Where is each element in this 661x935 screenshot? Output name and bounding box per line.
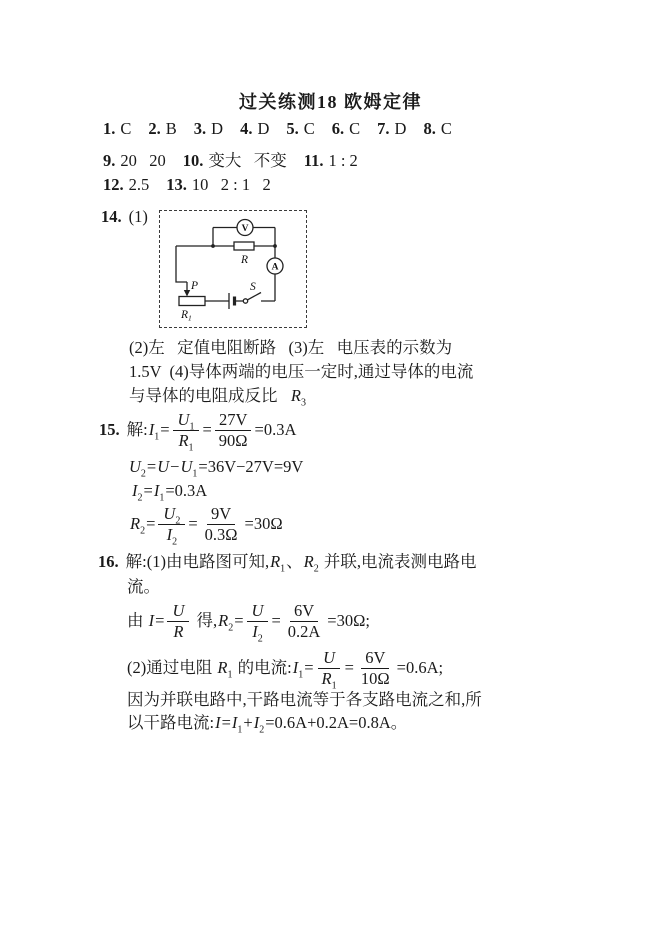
slider-arrowhead [184, 290, 190, 297]
text-run: = [188, 514, 198, 533]
text-run: = [143, 481, 153, 500]
text-run: 解:(1)由电路图可知, [125, 552, 270, 571]
answer-number: 1. [103, 119, 116, 138]
math-variable: $R_1$ [321, 668, 337, 691]
math-variable: I [148, 611, 155, 630]
text-run: 由 [127, 611, 148, 630]
answer-number: 8. [423, 119, 436, 138]
fraction [247, 601, 269, 642]
math-variable: U [251, 600, 264, 620]
text-run: =30Ω [244, 514, 283, 533]
fraction [215, 410, 252, 451]
text-run: 解: [126, 420, 148, 439]
question-14-part1-label: (1) [128, 207, 148, 226]
math-variable: $R_2$ [130, 514, 146, 537]
math-variable: R [173, 621, 184, 641]
math-variable: $I_2$ [132, 481, 143, 504]
answer-number: 13. [166, 175, 187, 194]
junction-dot-right [273, 244, 277, 248]
fraction [158, 504, 185, 545]
q14-answer-line-3 [129, 385, 307, 407]
text-run: = [234, 611, 244, 630]
circuit-diagram [160, 211, 305, 326]
math-variable: $R_1$ [178, 430, 194, 453]
text-run: 、 [286, 552, 303, 571]
text-run: 因为并联电路中,干路电流等于各支路电流之和,所 [127, 690, 482, 709]
answer-item [423, 119, 451, 139]
text-run: 6V [365, 647, 386, 667]
math-variable: $R_3$ [290, 386, 306, 409]
math-variable: U [157, 457, 170, 476]
question-15-number: 15. [99, 420, 120, 439]
question-14-header [101, 206, 148, 228]
math-variable: $U_2$ [129, 457, 146, 480]
question-16 [98, 551, 477, 573]
answers-line-2 [103, 147, 375, 171]
answer-number: 6. [331, 119, 345, 138]
math-variable: $U_2$ [163, 503, 181, 526]
text-run: 得, [192, 611, 218, 630]
text-run: 并联,电流表测电路电 [319, 552, 477, 571]
text-run: − [170, 457, 180, 476]
text-run: = [304, 658, 314, 677]
answer-item [194, 119, 223, 139]
q16-line-1 [126, 551, 477, 573]
math-variable: $I_1$ [148, 420, 160, 443]
q16-line-5 [127, 689, 482, 711]
text-run: = [160, 420, 170, 439]
fraction [201, 504, 242, 545]
answer-item [304, 151, 358, 171]
q15-line-2 [128, 456, 303, 478]
answer-number: 4. [240, 119, 253, 138]
q15-line-3 [131, 480, 207, 502]
q16-line-2 [127, 576, 160, 598]
text-run: 与导体的电阻成反比 [129, 386, 290, 405]
answer-value: 20 20 [120, 151, 166, 170]
answer-number: 5. [286, 119, 299, 138]
answer-item [103, 151, 166, 171]
text-run: (2)左 定值电阻断路 (3)左 电压表的示数为 [129, 338, 453, 357]
q15-line-1 [127, 410, 297, 451]
text-run: 0.2A [287, 621, 321, 641]
text-run: 10Ω [360, 668, 390, 688]
math-variable: $R_2$ [218, 611, 234, 634]
voltmeter-label: V [241, 224, 249, 234]
math-variable: $I_1$ [231, 713, 243, 736]
text-run: = [146, 457, 157, 476]
text-run: (2)通过电阻 [127, 658, 217, 677]
answer-item [103, 119, 131, 139]
answer-value: 变大 不变 [208, 151, 287, 170]
answer-number: 7. [377, 119, 390, 138]
math-variable: $I_2$ [252, 621, 263, 644]
math-variable: $I_1$ [292, 658, 304, 681]
answer-value: D [211, 119, 224, 138]
rheostat-symbol [179, 297, 205, 306]
text-run: =0.3A [254, 420, 297, 439]
math-variable: $R_1$ [217, 658, 233, 681]
text-run: 90Ω [218, 430, 248, 450]
resistor-symbol [234, 242, 254, 250]
q15-line-4 [129, 502, 283, 546]
junction-dot-left [211, 244, 215, 248]
answer-item [240, 119, 269, 139]
text-run: 以干路电流: [127, 713, 215, 732]
q16-line-4 [127, 645, 443, 691]
answer-item [183, 147, 287, 171]
math-variable: $R_1$ [270, 552, 286, 575]
answer-number: 2. [148, 119, 161, 138]
rheostat-label: $R_1$ [181, 309, 192, 323]
answer-item [103, 175, 149, 195]
q14-answer-line-2 [129, 361, 473, 383]
text-run: 1.5V (4)导体两端的电压一定时,通过导体的电流 [129, 362, 474, 381]
text-run: =36V−27V=9V [198, 457, 304, 476]
switch-lever [247, 293, 261, 300]
text-run: 的电流: [233, 658, 292, 677]
answer-value: D [257, 119, 270, 138]
math-variable: $R_2$ [303, 552, 319, 575]
text-run: + [243, 713, 253, 732]
text-run: = [221, 713, 231, 732]
answer-value: B [165, 119, 177, 138]
fraction [167, 601, 189, 642]
answer-value: C [440, 119, 452, 138]
math-variable: I [215, 713, 221, 732]
text-run: =30Ω; [327, 611, 370, 630]
answers-line-3 [103, 175, 288, 195]
answer-item [377, 119, 406, 139]
answer-value: C [303, 119, 315, 138]
answer-value: 2.5 [128, 175, 150, 194]
text-run: =0.6A; [396, 658, 444, 677]
switch-label: S [250, 281, 256, 293]
circuit-diagram-box [159, 210, 307, 328]
math-variable: $U_1$ [177, 409, 195, 432]
page-title: 过关练测18 欧姆定律 [239, 92, 422, 112]
text-run: 9V [211, 503, 232, 523]
fraction [317, 648, 342, 689]
math-variable: $I_2$ [166, 524, 178, 547]
answer-number: 9. [103, 151, 116, 170]
answer-value: C [349, 119, 361, 138]
answer-item [148, 119, 176, 139]
answer-item [166, 175, 270, 195]
answer-value: 10 2 : 1 2 [191, 175, 271, 194]
text-run: = [146, 514, 156, 533]
question-14-number: 14. [101, 207, 122, 226]
answer-value: D [394, 119, 407, 138]
fraction [173, 410, 200, 451]
question-15 [99, 408, 296, 452]
text-run: 27V [218, 409, 248, 429]
text-run: = [202, 420, 212, 439]
math-variable: $U_1$ [180, 457, 198, 480]
text-run: 0.3Ω [204, 524, 238, 544]
answer-number: 12. [103, 175, 124, 194]
text-run: = [344, 658, 354, 677]
answers-line-1 [103, 119, 469, 139]
slider-label: P [191, 280, 199, 292]
answer-number: 10. [182, 151, 204, 170]
answer-item [332, 119, 360, 139]
q14-answer-line-1 [129, 337, 452, 359]
math-variable: U [172, 600, 185, 620]
math-variable: $I_2$ [253, 713, 265, 736]
q16-line-3 [127, 598, 370, 644]
fraction [357, 648, 394, 689]
q16-line-6 [127, 712, 407, 734]
text-run: 流。 [127, 577, 160, 596]
resistor-label: R [241, 254, 249, 266]
text-run: = [271, 611, 281, 630]
text-run: =0.6A+0.2A=0.8A。 [265, 713, 408, 732]
switch-pivot [243, 299, 247, 303]
question-16-number: 16. [98, 552, 119, 571]
fraction [284, 601, 325, 642]
answer-value: C [120, 119, 132, 138]
answer-item [286, 119, 314, 139]
math-variable: U [323, 647, 335, 667]
text-run: = [155, 611, 165, 630]
answer-value: 1 : 2 [328, 151, 358, 170]
text-run: =0.3A [165, 481, 208, 500]
answer-number: 3. [193, 119, 207, 138]
text-run: 6V [293, 600, 315, 620]
answer-number: 11. [303, 151, 324, 170]
ammeter-label: A [271, 262, 279, 273]
math-variable: $I_1$ [153, 481, 165, 504]
